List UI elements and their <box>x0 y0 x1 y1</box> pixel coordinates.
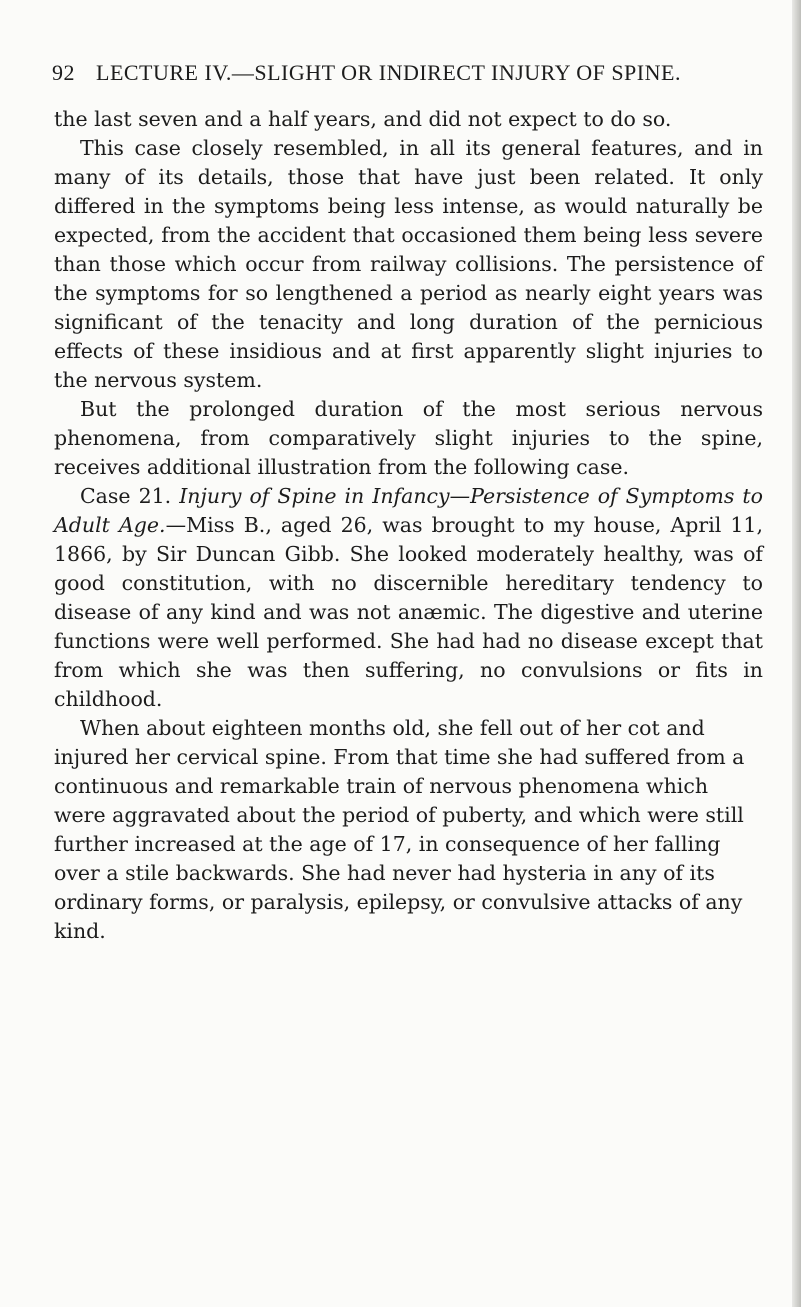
case-title: Injury of Spine in Infancy—Persistence of Symptoms to Adult Age. <box>54 484 763 537</box>
case-21-text: —Miss B., aged 26, was brought to my house, April 11, 1866, by Sir Duncan Gibb. She looked moderately healthy, was of good constitution, with no discernible hereditary tendency to disease of any kind and was not anæmic. The digestive and uterine functions were well performed. She had had no disease except that from which she was then suffering, no convulsions or fits in childhood. <box>54 513 763 711</box>
page-body <box>54 105 763 946</box>
running-header <box>54 60 763 90</box>
running-title: LECTURE IV.—SLIGHT OR INDIRECT INJURY OF SPINE. <box>96 60 681 85</box>
paragraph-transition: But the prolonged duration of the most serious nervous phenomena, from comparatively slight injuries to the spine, receives additional illustration from the following case. <box>54 397 763 479</box>
paragraph-history: When about eighteen months old, she fell out of her cot and injured her cervical spine. From that time she had suffered from a continuous and remarkable train of nervous phenomena which were aggravated about the period of puberty, and which were still further increased at the age of 17, in consequence of her falling over a stile backwards. She had never had hysteria in any of its ordinary forms, or paralysis, epilepsy, or convulsive attacks of any kind. <box>54 716 745 943</box>
paragraph-continuation: the last seven and a half years, and did not expect to do so. <box>54 107 672 131</box>
page-edge-shadow <box>792 0 801 1307</box>
paragraph-case-21 <box>54 482 763 714</box>
page-number: 92 <box>52 60 75 85</box>
case-label: Case 21. <box>80 484 172 508</box>
paragraph-case-resemblance: This case closely resembled, in all its general features, and in many of its details, those that have just been related. It only differed in the symptoms being less intense, as would naturally be expected, from the accident that occasioned them being less severe than those which occur from railway collisions. The persistence of the symptoms for so lengthened a period as nearly eight years was significant of the tenacity and long duration of the pernicious effects of these insidious and at first apparently slight injuries to the nervous system. <box>54 136 763 392</box>
